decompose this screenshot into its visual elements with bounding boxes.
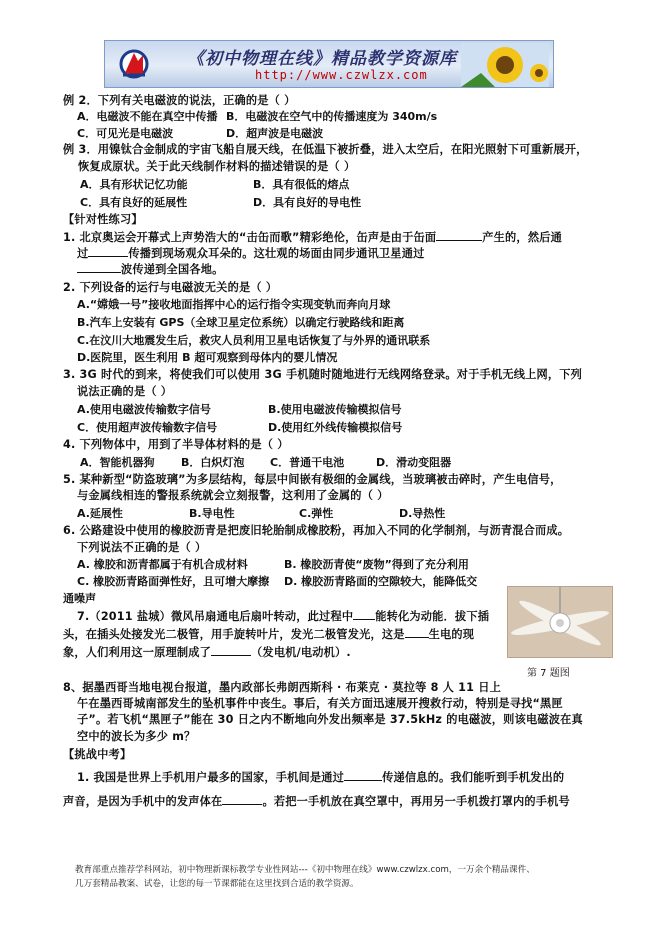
question-3-option-b: B.使用电磁波传输模拟信号 [268, 403, 402, 416]
example-3-option-c: C．具有良好的延展性 [80, 196, 188, 209]
example-3-option-d: D．具有良好的导电性 [253, 196, 362, 209]
question-7-line-3 [63, 645, 351, 660]
question-6-option-a: A. 橡胶和沥青都属于有机合成材料 [77, 558, 248, 571]
example-3-line-2: 恢复成原状。关于此天线制作材料的描述错误的是（ ） [78, 160, 356, 173]
ceiling-fan-figure [507, 586, 613, 658]
question-8-line-3: 子”。若飞机“黑匣子”能在 30 日之内不断地向外发出频率是 37.5kHz 的电磁波，则该电磁波在真 [77, 713, 583, 726]
question-1-text-b: 产生的，然后通 [482, 231, 562, 244]
example-2-option-c: C．可见光是电磁波 [77, 127, 174, 140]
answer-blank [344, 770, 382, 781]
question-1-text-e: 波传递到全国各地。 [121, 263, 224, 276]
question-7-text-f: （发电机/电动机）. [251, 646, 351, 659]
challenge-1-text-a: 1. 我国是世界上手机用户最多的国家，手机间是通过 [77, 771, 345, 784]
question-5-option-a: A.延展性 [77, 507, 123, 520]
question-7-line-2 [63, 627, 474, 642]
question-7-line-1 [77, 609, 489, 624]
question-2-option-c: C.在汶川大地震发生后，救灾人员利用卫星电话恢复了与外界的通讯联系 [77, 334, 431, 347]
example-2-option-d: D．超声波是电磁波 [226, 127, 324, 140]
challenge-1-line-1 [77, 770, 564, 785]
question-7-text-b: 能转化为动能．拔下插 [375, 610, 490, 623]
challenge-1-text-c: 声音，是因为手机中的发声体在 [63, 795, 223, 808]
answer-blank [353, 609, 375, 620]
question-7-text-d: 生电的现 [428, 628, 475, 641]
question-3-line-1: 3. 3G 时代的到来，将使我们可以使用 3G 手机随时随地进行无线网络登录。对于手机无线上网，下列 [63, 368, 583, 381]
banner-url[interactable]: http://www.czwlzx.com [255, 68, 428, 82]
question-6-line-2: 下列说法不正确的是（ ） [77, 541, 207, 554]
ceiling-fan-icon [508, 587, 612, 657]
question-6-option-d-continued: 通噪声 [63, 592, 96, 605]
question-7-text-c: 头，在插头处接发光二极管，用手旋转叶片，发光二极管发光，这是 [63, 628, 405, 641]
question-7-text-a: 7.（2011 盐城）微风吊扇通电后扇叶转动，此过程中 [77, 610, 354, 623]
question-5-option-b: B.导电性 [189, 507, 235, 520]
site-logo-icon [119, 47, 149, 81]
sunflower-icon [461, 43, 549, 87]
example-3-option-a: A．具有形状记忆功能 [80, 178, 188, 191]
example-2-question: 例 2．下列有关电磁波的说法，正确的是（ ） [63, 94, 296, 107]
question-1-line-3 [77, 262, 224, 277]
section-exam-heading: 【挑战中考】 [63, 748, 132, 761]
question-1-line-1 [63, 230, 562, 245]
question-6-option-c: C. 橡胶沥青路面弹性好，且可增大摩擦 [77, 575, 270, 588]
example-3-line-1: 例 3．用镍钛合金制成的宇宙飞船自展天线，在低温下被折叠，进入太空后，在阳光照射下可重新展开， [63, 143, 588, 156]
question-4-option-b: B．白炽灯泡 [181, 456, 245, 469]
question-2-option-b: B.汽车上安装有 GPS（全球卫星定位系统）以确定行驶路线和距离 [77, 316, 405, 329]
question-5-option-d: D.导热性 [399, 507, 446, 520]
question-1-text-c: 过 [77, 247, 89, 260]
question-4-option-d: D．滑动变阻器 [376, 456, 452, 469]
question-5-line-2: 与金属线相连的警报系统就会立刻报警，这利用了金属的（ ） [77, 489, 389, 502]
question-8-line-2: 午在墨西哥城南部发生的坠机事件中丧生。事后，有关方面迅速展开搜救行动，特别是寻找“黑匣 [77, 697, 563, 710]
question-2-option-d: D.医院里，医生利用 B 超可观察到母体内的婴儿情况 [77, 351, 338, 364]
question-3-option-a: A.使用电磁波传输数字信号 [77, 403, 211, 416]
question-7-text-e: 象，人们利用这一原理制成了 [63, 646, 212, 659]
question-6-option-b: B. 橡胶沥青使“废物”得到了充分利用 [284, 558, 469, 571]
question-2-option-a: A.“嫦娥一号”接收地面指挥中心的运行指令实现变轨而奔向月球 [77, 298, 391, 311]
challenge-1-text-b: 传递信息的。我们能听到手机发出的 [382, 771, 565, 784]
figure-caption: 第 7 题图 [527, 668, 570, 679]
footer-line-2: 几万套精品教案、试卷，让您的每一节课都能在这里找到合适的教学资源。 [75, 879, 359, 889]
footer-line-1: 教育部重点推荐学科网站，初中物理新课标教学专业性网站---《初中物理在线》www.czwlzx.com，一万余个精品课件、 [75, 865, 535, 875]
answer-blank [222, 794, 262, 805]
question-4-option-c: C．普通干电池 [270, 456, 345, 469]
question-5-line-1: 5. 某种新型“防盗玻璃”为多层结构，每层中间嵌有极细的金属线，当玻璃被击碎时，产生电信号， [63, 473, 562, 486]
question-4-option-a: A．智能机器狗 [80, 456, 155, 469]
question-8-line-1: 8、据墨西哥当地电视台报道，墨内政部长弗朗西斯科 · 布莱克 · 莫拉等 8 人 11 日上 [63, 681, 501, 694]
question-3-line-2: 说法正确的是（ ） [77, 385, 173, 398]
challenge-1-line-2 [63, 794, 570, 809]
section-practice-heading: 【针对性练习】 [63, 213, 143, 226]
answer-blank [211, 645, 251, 656]
question-8-line-4: 空中的波长为多少 m？ [77, 730, 196, 743]
question-2: 2. 下列设备的运行与电磁波无关的是（ ） [63, 281, 278, 294]
question-5-option-c: C.弹性 [299, 507, 334, 520]
question-1-text-d: 传播到现场观众耳朵的。这壮观的场面由同步通讯卫星通过 [128, 247, 425, 260]
answer-blank [436, 230, 482, 241]
example-2-option-b: B．电磁波在空气中的传播速度为 340m/s [226, 110, 438, 123]
banner-title: 《初中物理在线》精品教学资源库 [187, 49, 457, 69]
answer-blank [77, 262, 121, 273]
challenge-1-text-d: 。若把一手机放在真空罩中，再用另一手机拨打罩内的手机号 [262, 795, 570, 808]
question-6-line-1: 6. 公路建设中使用的橡胶沥青是把废旧轮胎制成橡胶粉，再加入不同的化学制剂，与沥青混合而成。 [63, 524, 570, 537]
question-3-option-d: D.使用红外线传输模拟信号 [268, 421, 403, 434]
question-6-option-d: D. 橡胶沥青路面的空隙较大，能降低交 [284, 575, 478, 588]
question-1-text-a: 1. 北京奥运会开幕式上声势浩大的“击缶而歌”精彩绝伦，缶声是由于缶面 [63, 231, 437, 244]
answer-blank [88, 246, 128, 257]
example-2-option-a: A．电磁波不能在真空中传播 [77, 110, 218, 123]
answer-blank [405, 627, 429, 638]
question-1-line-2 [77, 246, 424, 261]
example-3-option-b: B．具有很低的熔点 [253, 178, 350, 191]
question-3-option-c: C．使用超声波传输数字信号 [77, 421, 218, 434]
question-4: 4. 下列物体中，用到了半导体材料的是（ ） [63, 438, 289, 451]
header-banner [104, 40, 554, 88]
